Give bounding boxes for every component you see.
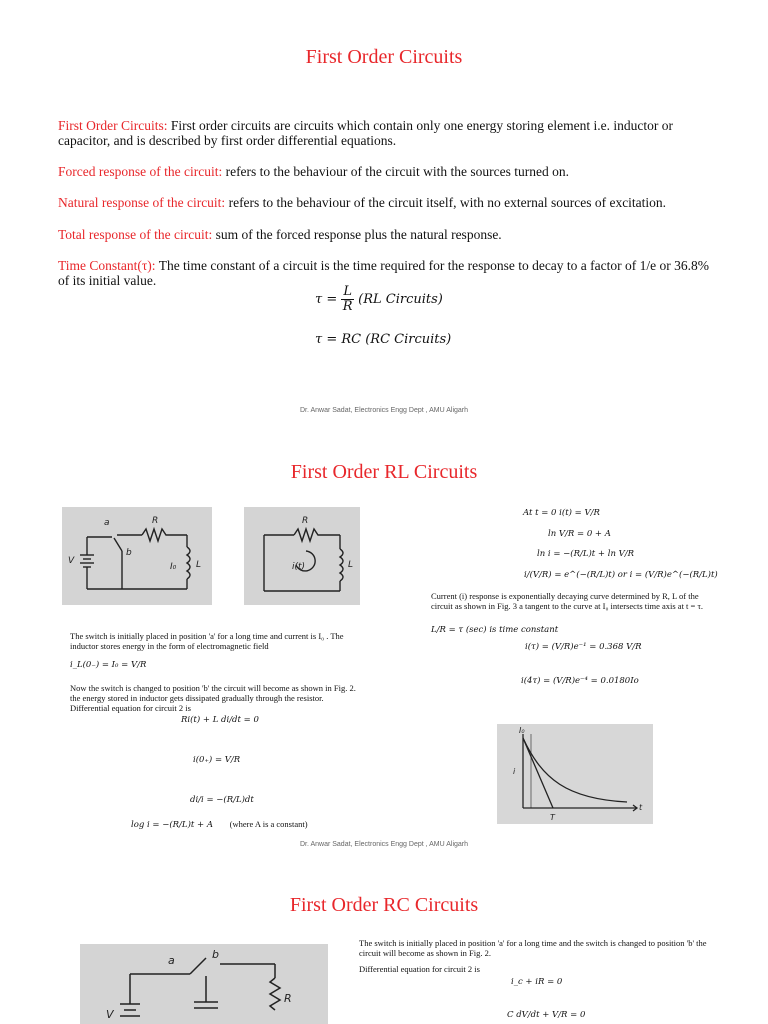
rc-circuit-diagram bbox=[80, 944, 328, 1024]
label-i0: I₀ bbox=[519, 726, 525, 735]
decay-curve-figure bbox=[497, 724, 653, 824]
term-label: Natural response of the circuit: bbox=[58, 195, 226, 210]
eq-log-i-note: (where A is a constant) bbox=[229, 819, 308, 829]
eq-di-over-i: di/i = −(R/L)dt bbox=[190, 795, 254, 805]
label-l: L bbox=[196, 560, 202, 570]
eq-ln-i: ln i = −(R/L)t + ln V/R bbox=[537, 549, 635, 559]
numerator: L bbox=[343, 284, 352, 299]
slide-footer: Dr. Anwar Sadat, Electronics Engg Dept , AMU Aligarh bbox=[299, 841, 469, 848]
equation-tau-rl bbox=[315, 285, 443, 314]
term-text: First order circuits are circuits which contain only one energy storing element i.e. inductor or capacitor, and is described by first order differential equations. bbox=[58, 118, 673, 148]
eq-i-tau: i(τ) = (V/R)e⁻¹ = 0.368 V/R bbox=[525, 642, 642, 652]
eq-lhs: τ = bbox=[315, 292, 338, 307]
fraction bbox=[341, 285, 354, 314]
label-v: V bbox=[106, 1008, 114, 1021]
label-r: R bbox=[284, 992, 292, 1005]
term-label: Total response of the circuit: bbox=[58, 227, 213, 242]
definition-first-order bbox=[58, 118, 718, 148]
eq-differential: Ri(t) + L di/dt = 0 bbox=[181, 715, 259, 725]
label-l: L bbox=[348, 560, 354, 570]
definition-time-constant bbox=[58, 258, 718, 288]
current-response-text: Current (i) response is exponentially decaying curve determined by R, L of the circuit as shown in Fig. 3 a tangent to the curve at I₀ intersects time axis at t = τ. bbox=[431, 591, 704, 611]
rl-circuit-figure-1 bbox=[62, 507, 212, 605]
term-text: refers to the behaviour of the circuit itself, with no external sources of excitation. bbox=[225, 195, 667, 210]
eq-log-i-text: log i = −(R/L)t + A bbox=[131, 820, 213, 830]
slide-title: First Order Circuits bbox=[305, 46, 463, 68]
decay-curve-graph bbox=[497, 724, 653, 824]
term-text: sum of the forced response plus the natural response. bbox=[212, 227, 502, 242]
term-text: The time constant of a circuit is the time required for the response to decay to a factor of 1/e or 36.8% of its initial value. bbox=[58, 258, 709, 288]
eq-i-4tau: i(4τ) = (V/R)e⁻⁴ = 0.0180Io bbox=[521, 676, 639, 686]
denominator: R bbox=[342, 299, 353, 314]
equation-tau-rc: τ = RC (RC Circuits) bbox=[315, 332, 452, 347]
label-b: b bbox=[126, 548, 132, 558]
eq-i-exponential: i/(V/R) = e^(−(R/L)t) or i = (V/R)e^(−(R/L)t) bbox=[524, 570, 718, 580]
slide-title: First Order RC Circuits bbox=[289, 894, 479, 916]
eq-rhs: (RL Circuits) bbox=[358, 292, 443, 307]
label-it: i(t) bbox=[292, 562, 306, 572]
term-label: First Order Circuits: bbox=[58, 118, 168, 133]
term-text: refers to the behaviour of the circuit with the sources turned on. bbox=[222, 164, 569, 179]
slide-first-order-rl-circuits bbox=[0, 445, 768, 855]
label-t: t bbox=[639, 803, 643, 812]
eq-rc-current: i_c + iR = 0 bbox=[511, 977, 563, 987]
eq-rc-differential: C dV/dt + V/R = 0 bbox=[507, 1010, 586, 1020]
eq-time-constant: L/R = τ (sec) is time constant bbox=[431, 625, 559, 635]
switch-position-a-text: The switch is initially placed in position 'a' for a long time and current is I₀ . The inductor stores energy in the form of electromagnetic field bbox=[70, 631, 344, 651]
label-r: R bbox=[152, 516, 159, 526]
label-r: R bbox=[302, 516, 309, 526]
label-i: i bbox=[513, 767, 516, 776]
rc-differential-intro: Differential equation for circuit 2 is bbox=[359, 964, 480, 974]
slide-footer: Dr. Anwar Sadat, Electronics Engg Dept , AMU Aligarh bbox=[299, 407, 469, 414]
eq-ln-vr: ln V/R = 0 + A bbox=[548, 529, 611, 539]
slide-first-order-circuits bbox=[0, 0, 768, 430]
rl-circuit-diagram-1 bbox=[62, 507, 212, 605]
label-i0: I₀ bbox=[170, 562, 177, 572]
rl-circuit-diagram-2 bbox=[244, 507, 360, 605]
eq-log-i bbox=[131, 819, 308, 830]
slide-title: First Order RL Circuits bbox=[290, 461, 478, 483]
eq-il-initial: i_L(0₋) = I₀ = V/R bbox=[70, 660, 147, 670]
rl-circuit-figure-2 bbox=[244, 507, 360, 605]
term-label: Time Constant(τ): bbox=[58, 258, 156, 273]
label-T: T bbox=[550, 813, 555, 822]
label-a: a bbox=[104, 518, 110, 528]
rc-switch-text: The switch is initially placed in position 'a' for a long time and the switch is changed to position 'b' the circuit will become as shown in Fig. 2. bbox=[359, 938, 707, 958]
label-v: V bbox=[68, 556, 75, 566]
definition-total-response bbox=[58, 227, 718, 242]
definition-forced-response bbox=[58, 164, 718, 179]
eq-at-t0: At t = 0 i(t) = V/R bbox=[523, 508, 600, 518]
eq-i0-plus: i(0₊) = V/R bbox=[193, 755, 241, 765]
label-a: a bbox=[168, 954, 175, 967]
label-b: b bbox=[212, 948, 219, 961]
rc-circuit-figure bbox=[80, 944, 328, 1024]
slide-first-order-rc-circuits bbox=[0, 870, 768, 1024]
switch-position-b-text: Now the switch is changed to position 'b' the circuit will become as shown in Fig. 2. the energy stored in inductor gets dissipated gradually through the resistor. Differential equation for circuit 2 is bbox=[70, 683, 356, 713]
definition-natural-response bbox=[58, 195, 718, 210]
term-label: Forced response of the circuit: bbox=[58, 164, 223, 179]
